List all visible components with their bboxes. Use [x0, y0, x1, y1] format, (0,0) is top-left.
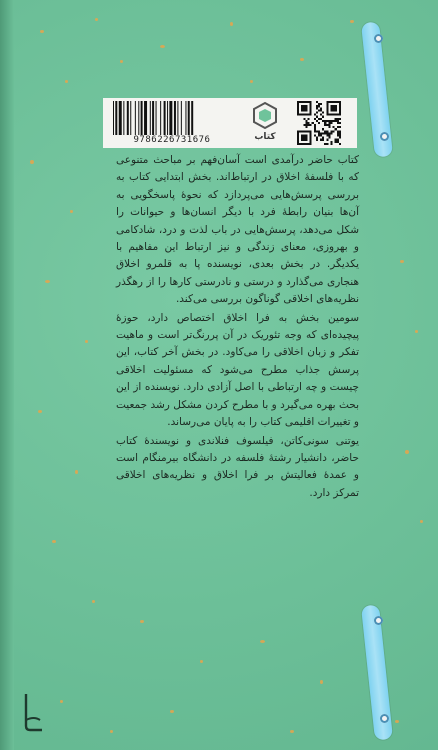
blurb-paragraph-3: یوتنی سونی‌کاتن، فیلسوف فنلاندی و نویسندهٔ کتاب حاضر، دانشیار رشتهٔ فلسفه در دانشگاه بیرمنگام است و عمدهٔ فعالیتش بر فرا اخلاق و نظریه‌های اخلاقی تمرکز دارد. [116, 434, 359, 499]
blurb-paragraph-1: کتاب حاضر درآمدی است آسان‌فهم بر مباحث متنوعی که با فلسفهٔ اخلاق در ارتباط‌اند. بخش ابتدایی کتاب به بررسی پرسش‌هایی می‌پردازد که نحوهٔ پاسخگویی به آن‌ها بنیان رابطهٔ فرد با دیگر انسان‌ها و حیوانات را شکل می‌دهد، پرسش‌هایی در باب لذت و درد، شادکامی و بهروزی، معنای زندگی و نیز ارتباط این مفاهیم با یکدیگر. در بخش بعدی، نویسنده پا به قلمرو اخلاق هنجاری می‌گذارد و درستی و نادرستی کارها را از رهگذر نظریه‌های اخلاقی گوناگون بررسی می‌کند. [116, 154, 359, 306]
spine-edge [0, 0, 14, 750]
isbn-number: 9786226731676 [133, 135, 211, 145]
rivet [380, 714, 389, 723]
rivet [374, 616, 383, 625]
blurb-paragraph-2: سومین بخش به فرا اخلاق اختصاص دارد، حوزهٔ پیچیده‌ای که وجه تئوریک در آن پررنگ‌تر است و ماهیت تفکر و زبان اخلاقی را می‌کاود. در بخش آخر کتاب، این پرسش جذاب مطرح می‌شود که مسئولیت اخلاقی چیست و چه ارتباطی با اصل آزادی دارد. نویسنده از این بحث بهره می‌گیرد و با مطرح کردن مشکل رشد جمعیت و تغییرات اقلیمی کتاب را به پایان می‌رساند. [116, 311, 359, 429]
blurb-text [116, 152, 359, 503]
rivet [380, 132, 389, 141]
rivet [374, 34, 383, 43]
label-strip [103, 98, 357, 148]
publisher-name: کتاب [254, 132, 276, 142]
qr-code [297, 101, 341, 145]
barcode [109, 101, 235, 135]
spine-logo-icon [22, 690, 48, 734]
